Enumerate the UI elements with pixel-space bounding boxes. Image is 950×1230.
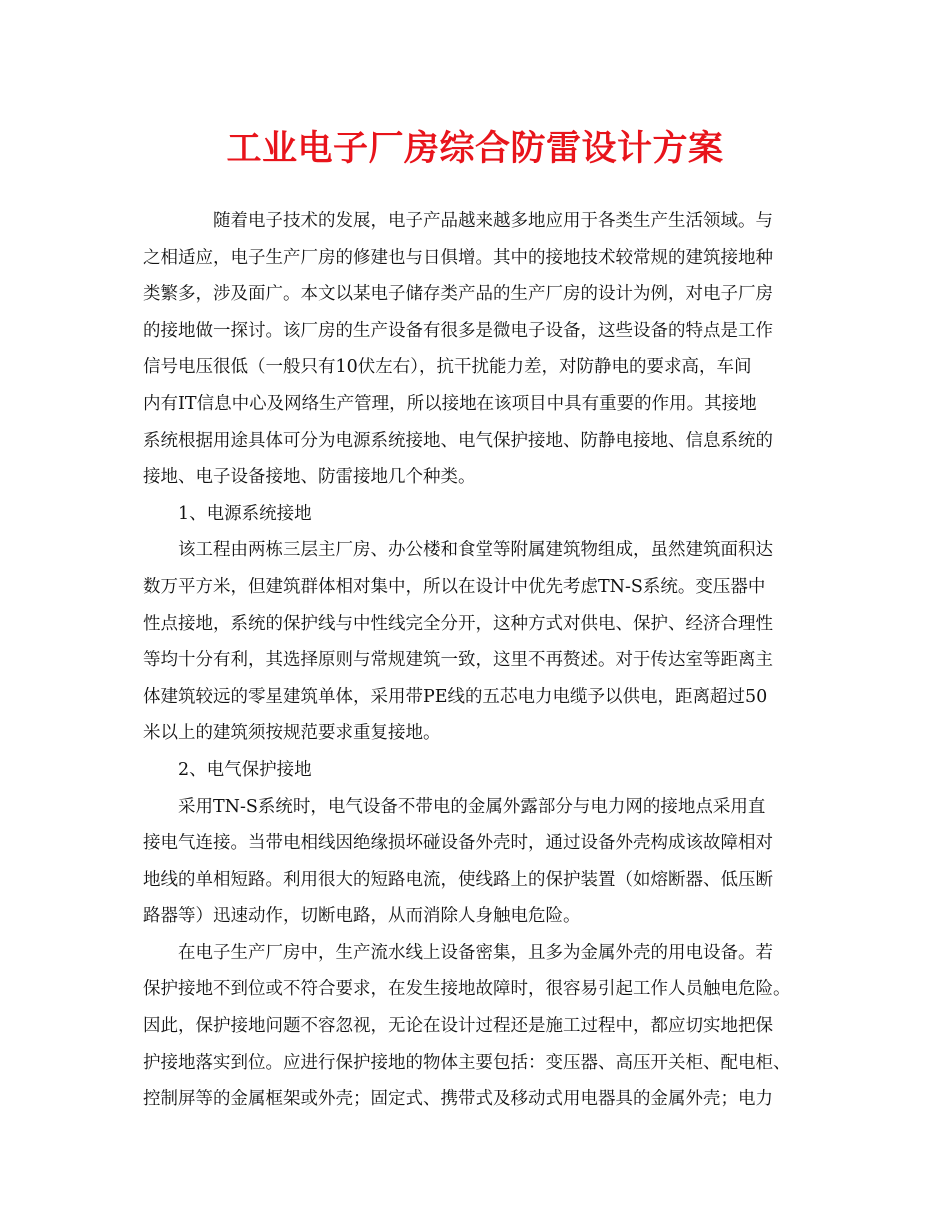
document-body bbox=[143, 203, 823, 1118]
text-line: 控制屏等的金属框架或外壳；固定式、携带式及移动式用电器具的金属外壳；电力 bbox=[143, 1089, 773, 1110]
text-line: 2、电气保护接地 bbox=[178, 759, 312, 780]
text-line: 内有IT信息中心及网络生产管理，所以接地在该项目中具有重要的作用。其接地 bbox=[143, 393, 757, 414]
text-line: 的接地做一探讨。该厂房的生产设备有很多是微电子设备，这些设备的特点是工作 bbox=[143, 320, 773, 341]
text-line: 采用TN-S系统时，电气设备不带电的金属外露部分与电力网的接地点采用直 bbox=[178, 796, 766, 817]
text-line: 系统根据用途具体可分为电源系统接地、电气保护接地、防静电接地、信息系统的 bbox=[143, 430, 773, 451]
text-line: 等均十分有利，其选择原则与常规建筑一致，这里不再赘述。对于传达室等距离主 bbox=[143, 650, 773, 671]
text-line: 因此，保护接地问题不容忽视，无论在设计过程还是施工过程中，都应切实地把保 bbox=[143, 1016, 773, 1037]
text-line: 保护接地不到位或不符合要求，在发生接地故障时，很容易引起工作人员触电危险。 bbox=[143, 979, 791, 1000]
text-line: 接电气连接。当带电相线因绝缘损坏碰设备外壳时，通过设备外壳构成该故障相对 bbox=[143, 833, 773, 854]
document-title: 工业电子厂房综合防雷设计方案 bbox=[226, 128, 724, 169]
text-line: 1、电源系统接地 bbox=[178, 503, 312, 524]
text-line: 接地、电子设备接地、防雷接地几个种类。 bbox=[143, 467, 476, 488]
text-line: 该工程由两栋三层主厂房、办公楼和食堂等附属建筑物组成，虽然建筑面积达 bbox=[178, 540, 773, 561]
text-line: 随着电子技术的发展，电子产品越来越多地应用于各类生产生活领域。与 bbox=[213, 211, 773, 231]
text-line: 类繁多，涉及面广。本文以某电子储存类产品的生产厂房的设计为例，对电子厂房 bbox=[143, 284, 773, 305]
text-line: 米以上的建筑须按规范要求重复接地。 bbox=[143, 723, 441, 744]
text-line: 性点接地，系统的保护线与中性线完全分开，这种方式对供电、保护、经济合理性 bbox=[143, 613, 773, 634]
text-line: 地线的单相短路。利用很大的短路电流，使线路上的保护装置（如熔断器、低压断 bbox=[143, 869, 773, 890]
text-line: 路器等）迅速动作，切断电路，从而消除人身触电危险。 bbox=[143, 906, 581, 927]
text-line: 之相适应，电子生产厂房的修建也与日俱增。其中的接地技术较常规的建筑接地种 bbox=[143, 247, 773, 268]
text-line: 体建筑较远的零星建筑单体，采用带PE线的五芯电力电缆予以供电，距离超过50 bbox=[143, 686, 768, 707]
text-line: 数万平方米，但建筑群体相对集中，所以在设计中优先考虑TN-S系统。变压器中 bbox=[143, 576, 766, 597]
text-line: 信号电压很低（一般只有10伏左右），抗干扰能力差，对防静电的要求高，车间 bbox=[143, 357, 752, 378]
text-line: 在电子生产厂房中，生产流水线上设备密集，且多为金属外壳的用电设备。若 bbox=[178, 942, 773, 963]
text-line: 护接地落实到位。应进行保护接地的物体主要包括：变压器、高压开关柜、配电柜、 bbox=[143, 1052, 791, 1073]
